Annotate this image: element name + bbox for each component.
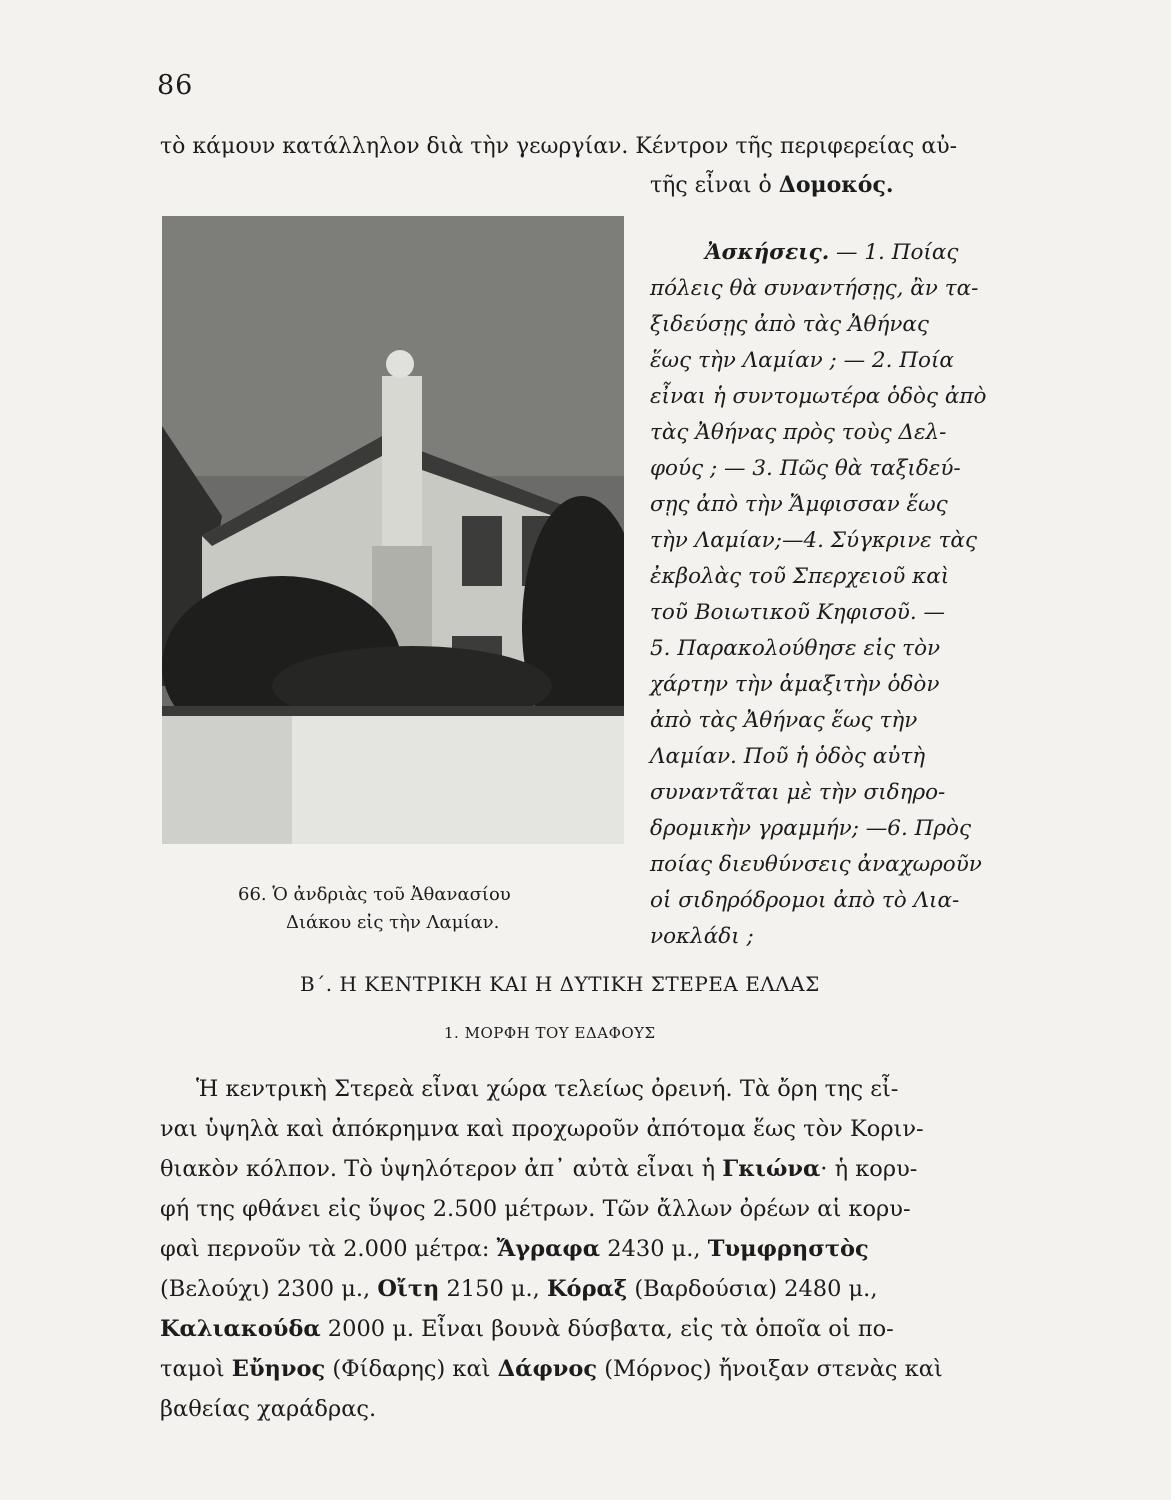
exercise-line-0-text: — 1. Ποίας	[829, 240, 959, 265]
exercise-line-2: ξιδεύσῃς ἀπὸ τὰς Ἀθήνας	[650, 312, 929, 337]
exercise-line-19: νοκλάδι ;	[650, 924, 754, 949]
exercise-line-16: δρομικὴν γραμμήν; —6. Πρὸς	[650, 816, 972, 841]
mountain-oiti: Οἴτη	[377, 1276, 440, 1302]
intro-line-1: τὸ κάμουν κατάλληλον διὰ τὴν γεωργίαν. Κέντρον τῆς περιφερείας αὐ-	[160, 134, 958, 159]
subsection-title: 1. ΜΟΡΦΗ ΤΟΥ ΕΔΑΦΟΥΣ	[444, 1024, 656, 1042]
figure-caption-line-2: Διάκου εἰς τὴν Λαμίαν.	[286, 912, 500, 933]
figure-caption-line-1: 66. Ὁ ἀνδριὰς τοῦ Ἀθανασίου	[238, 884, 511, 905]
exercise-line-12: χάρτην τὴν ἁμαξιτὴν ὁδὸν	[650, 672, 940, 697]
mountain-tymfristos: Τυμφρηστὸς	[707, 1236, 869, 1262]
body-line-9: βαθείας χαράδρας.	[160, 1396, 377, 1422]
body-line-2: ναι ὑψηλὰ καὶ ἀπόκρημνα καὶ προχωροῦν ἀπότομα ἕως τὸν Κοριν-	[160, 1116, 924, 1142]
body-line-6	[160, 1276, 877, 1302]
river-dafnos: Δάφνος	[497, 1356, 598, 1382]
body-line-3-text: θιακὸν κόλπον. Τὸ ὑψηλότερον ἀπ᾿ αὐτὰ εἶναι ἡ	[160, 1156, 723, 1182]
exercise-line-6: φούς ; — 3. Πῶς θὰ ταξιδεύ-	[650, 456, 961, 481]
body-line-8-mid: (Φίδαρης) καὶ	[325, 1356, 498, 1382]
body-line-6-mid: 2150 μ.,	[439, 1276, 547, 1302]
body-line-4: φή της φθάνει εἰς ὕψος 2.500 μέτρων. Τῶν ἄλλων ὀρέων αἱ κορυ-	[160, 1196, 911, 1222]
body-line-3-end: · ἡ κορυ-	[820, 1156, 918, 1182]
exercise-line-10: τοῦ Βοιωτικοῦ Κηφισοῦ. —	[650, 600, 946, 625]
body-line-8	[160, 1356, 943, 1382]
river-evinos: Εὔηνος	[231, 1356, 326, 1382]
exercise-line-4: εἶναι ἡ συντομωτέρα ὁδὸς ἀπὸ	[650, 384, 987, 409]
intro-line-2-text: τῆς εἶναι ὁ	[650, 173, 779, 198]
exercise-line-11: 5. Παρακολούθησε εἰς τὸν	[650, 636, 941, 661]
body-line-7	[160, 1316, 894, 1342]
section-title: Β΄. Η ΚΕΝΤΡΙΚΗ ΚΑΙ Η ΔΥΤΙΚΗ ΣΤΕΡΕΑ ΕΛΛΑΣ	[300, 972, 820, 996]
exercise-line-15: συναντᾶται μὲ τὴν σιδηρο-	[650, 780, 946, 805]
statue-photo	[162, 216, 624, 844]
body-line-5-text: φαὶ περνοῦν τὰ 2.000 μέτρα:	[160, 1236, 497, 1262]
exercises-heading: Ἀσκήσεις.	[705, 240, 830, 265]
exercise-line-0	[705, 240, 958, 265]
mountain-giona: Γκιώνα	[722, 1156, 821, 1182]
intro-line-2	[650, 172, 894, 198]
body-line-1: Ἡ κεντρικὴ Στερεὰ εἶναι χώρα τελείως ὀρεινή. Τὰ ὄρη της εἶ-	[196, 1076, 899, 1102]
exercise-line-3: ἕως τὴν Λαμίαν ; — 2. Ποία	[650, 348, 954, 373]
body-line-7-text: 2000 μ. Εἶναι βουνὰ δύσβατα, εἰς τὰ ὁποῖα οἱ πο-	[320, 1316, 894, 1342]
mountain-kaliakouda: Καλιακούδα	[160, 1316, 321, 1342]
body-line-5-mid: 2430 μ.,	[600, 1236, 708, 1262]
body-line-6-text: (Βελούχι) 2300 μ.,	[160, 1276, 378, 1302]
exercise-line-17: ποίας διευθύνσεις ἀναχωροῦν	[650, 852, 982, 877]
exercise-line-13: ἀπὸ τὰς Ἀθήνας ἕως τὴν	[650, 708, 918, 733]
exercise-line-1: πόλεις θὰ συναντήσῃς, ἂν τα-	[650, 276, 979, 301]
place-name-domokos: Δομοκός.	[778, 172, 894, 198]
exercise-line-7: σῃς ἀπὸ τὴν Ἄμφισσαν ἕως	[650, 492, 948, 517]
exercise-line-9: ἐκβολὰς τοῦ Σπερχειοῦ καὶ	[650, 564, 950, 589]
body-line-3	[160, 1156, 917, 1182]
page-number: 86	[157, 70, 194, 101]
mountain-agrafa: Ἄγραφα	[496, 1236, 601, 1262]
body-line-8-end: (Μόρνος) ἤνοιξαν στενὰς καὶ	[597, 1356, 943, 1382]
mountain-korax: Κόραξ	[547, 1276, 628, 1302]
statue-photo-image	[162, 216, 624, 844]
body-line-8-text: ταμοὶ	[160, 1356, 232, 1382]
exercise-line-14: Λαμίαν. Ποῦ ἡ ὁδὸς αὐτὴ	[650, 744, 926, 769]
body-line-6-end: (Βαρδούσια) 2480 μ.,	[627, 1276, 878, 1302]
exercise-line-8: τὴν Λαμίαν;—4. Σύγκρινε τὰς	[650, 528, 977, 553]
body-line-5	[160, 1236, 869, 1262]
exercise-line-5: τὰς Ἀθήνας πρὸς τοὺς Δελ-	[650, 420, 947, 445]
exercise-line-18: οἱ σιδηρόδρομοι ἀπὸ τὸ Λια-	[650, 888, 960, 913]
